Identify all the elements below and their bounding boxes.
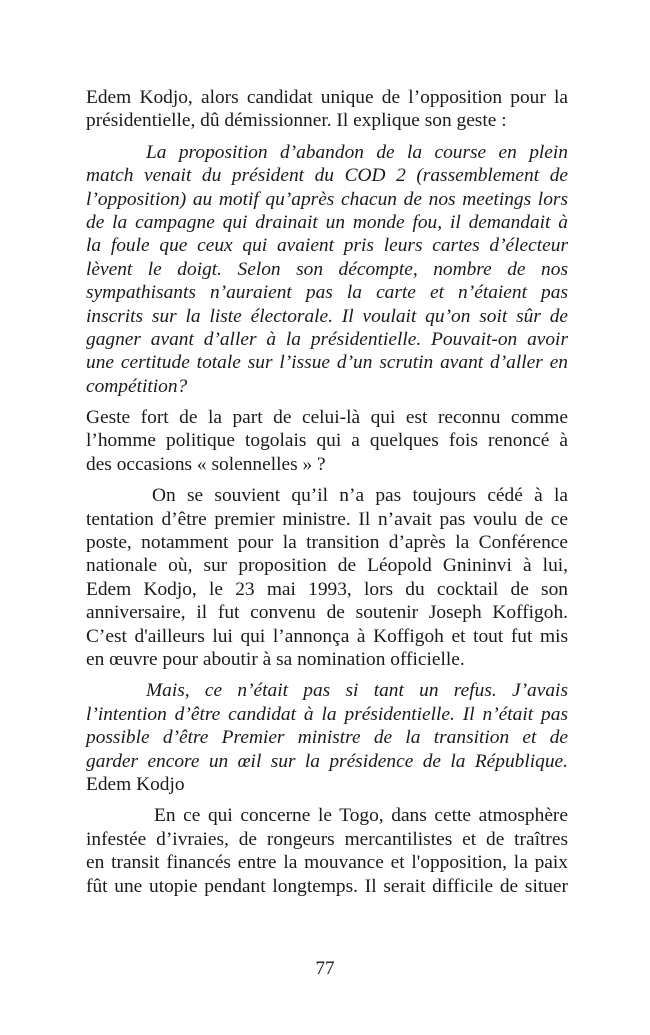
text-line: Mais, ce n’était pas si tant un refus. J’avais (146, 680, 568, 702)
text-line: en œuvre pour aboutir à sa nomination officielle. (86, 648, 465, 670)
text-line: En ce qui concerne le Togo, dans cette atmosphère (154, 805, 568, 827)
text-line: garder encore un œil sur la présidence de la République. (86, 750, 568, 772)
text-line: C’est d'ailleurs lui qui l’annonça à Koffigoh et tout fut mis (86, 625, 568, 647)
page-number: 77 (315, 958, 335, 979)
text-line: possible d’être Premier ministre de la transition et de (86, 727, 568, 749)
text-line: la foule que ceux qui avaient pris leurs cartes d’électeur (86, 235, 568, 257)
text-line: La proposition d’abandon de la course en plein (146, 141, 568, 163)
paragraph-geste (86, 406, 568, 476)
text-line: une certitude totale sur l’issue d’un scrutin avant d’aller en (86, 352, 568, 374)
paragraph-souvenir (86, 484, 568, 671)
text-line: Edem Kodjo, le 23 mai 1993, lors du cocktail de son (86, 578, 568, 600)
text-line: infestée d’ivraies, de rongeurs mercantilistes et de traîtres (86, 828, 568, 850)
text-line: compétition? (86, 375, 188, 397)
text-line: On se souvient qu’il n’a pas toujours cédé à la (152, 485, 568, 507)
text-line: en transit financés entre la mouvance et l'opposition, la paix (86, 852, 568, 874)
text-line: inscrits sur la liste électorale. Il voulait qu’on soit sûr de (86, 305, 568, 327)
text-line: l’homme politique togolais qui a quelques fois renoncé à (86, 430, 568, 452)
text-line: l’intention d’être candidat à la présidentielle. Il n’était pas (86, 703, 568, 725)
text-line: des occasions « solennelles » ? (86, 453, 326, 475)
text-line: Edem Kodjo, alors candidat unique de l’opposition pour la (86, 87, 568, 108)
quote-kodjo-1 (86, 141, 568, 398)
quote-attribution: Edem Kodjo (86, 773, 185, 795)
text-line: match venait du président du COD 2 (rassemblement de (86, 165, 568, 187)
text-line: l’opposition) au motif qu’après chacun de nos meetings lors (86, 188, 568, 210)
text-line: présidentielle, dû démissionner. Il explique son geste : (86, 110, 507, 132)
text-line: sympathisants n’auraient pas la carte et n’étaient pas (86, 282, 568, 304)
text-line: anniversaire, il fut convenu de soutenir Joseph Koffigoh. (86, 602, 568, 624)
paragraph-intro (86, 86, 568, 133)
text-line: nationale où, sur proposition de Léopold Gnininvi à lui, (86, 555, 568, 577)
text-line: de la campagne qui drainait un monde fou, il demandait à (86, 211, 568, 233)
text-line: gagner avant d’aller à la présidentielle. Pouvait-on avoir (86, 328, 568, 350)
text-line: tentation d’être premier ministre. Il n’avait pas voulu de ce (86, 508, 568, 530)
page-body (86, 86, 568, 898)
text-line: poste, notamment pour la transition d’après la Conférence (86, 532, 568, 554)
text-line: Geste fort de la part de celui-là qui est reconnu comme (86, 407, 568, 429)
paragraph-togo (86, 804, 568, 898)
quote-kodjo-2 (86, 679, 568, 796)
text-line: lèvent le doigt. Selon son décompte, nombre de nos (86, 258, 568, 280)
text-line: fût une utopie pendant longtemps. Il serait difficile de situer (86, 875, 568, 897)
